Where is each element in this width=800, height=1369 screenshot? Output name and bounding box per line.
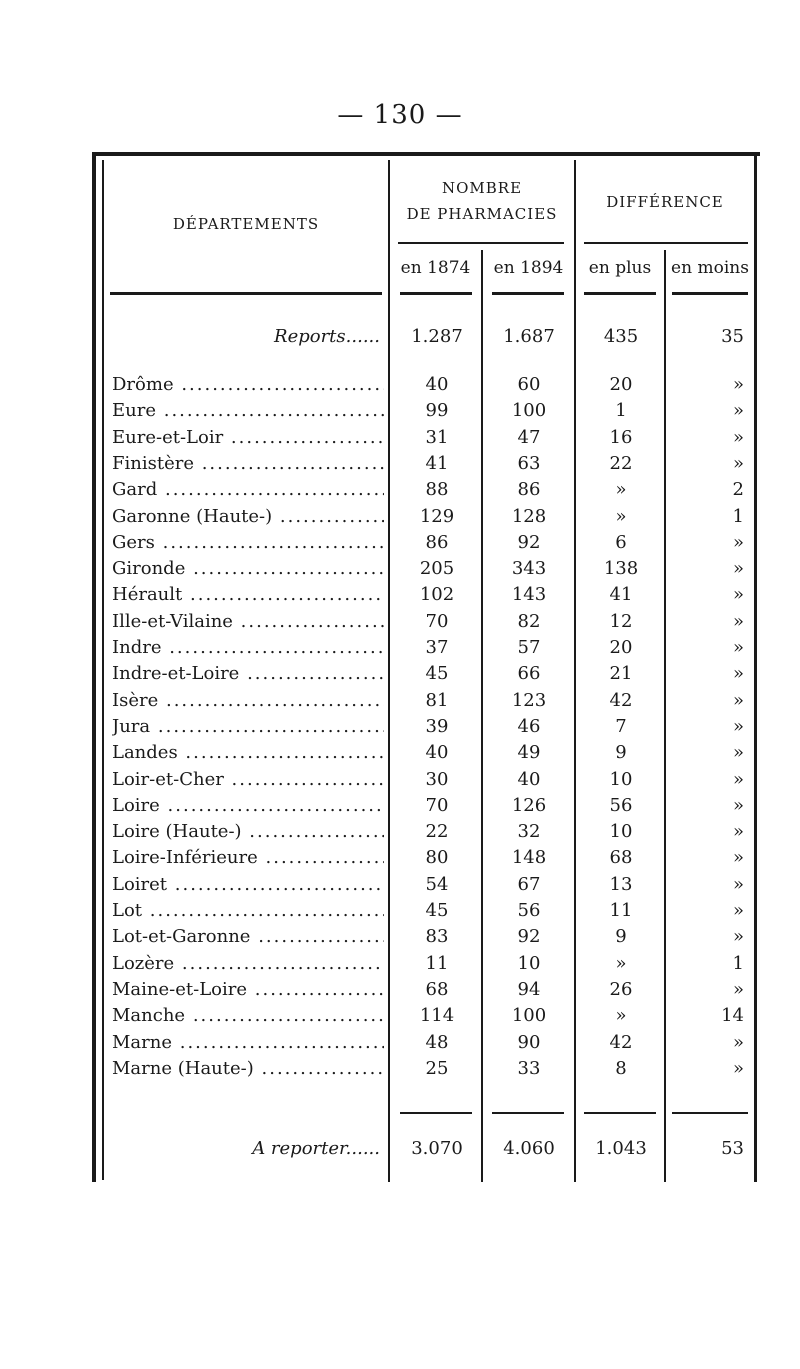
department-name: Loire-Inférieure ..... xyxy=(112,845,384,871)
department-name: Drôme ..... xyxy=(112,372,384,398)
table-row xyxy=(112,898,752,924)
value-en-plus: 9 xyxy=(615,926,627,948)
value-en-plus: 10 xyxy=(609,821,633,843)
value-en-plus: 13 xyxy=(609,873,633,895)
value-en-moins: » xyxy=(732,821,744,843)
departments-header: DÉPARTEMENTS xyxy=(172,215,320,233)
value-1894: 123 xyxy=(511,689,547,711)
header-rule-1874 xyxy=(400,292,472,295)
value-1874: 81 xyxy=(425,689,449,711)
value-en-plus: 1 xyxy=(615,400,627,422)
department-name: Loire ..... xyxy=(112,793,384,819)
value-en-plus: 7 xyxy=(615,715,627,737)
value-1894: 90 xyxy=(517,1031,541,1053)
header-rule-left xyxy=(110,292,382,295)
value-en-plus: 42 xyxy=(609,689,633,711)
value-en-moins: » xyxy=(732,1031,744,1053)
value-1874: 70 xyxy=(425,610,449,632)
footer-rule-plus xyxy=(584,1112,656,1114)
a-reporter-label: A reporter...... xyxy=(252,1138,380,1159)
table-row xyxy=(112,635,752,661)
value-1874: 54 xyxy=(425,873,449,895)
department-name: Landes ..... xyxy=(112,740,384,766)
department-name: Marne (Haute-) ..... xyxy=(112,1056,384,1082)
a-reporter-moins: 53 xyxy=(721,1138,744,1159)
value-1894: 66 xyxy=(517,663,541,685)
department-name: Eure-et-Loir ..... xyxy=(112,425,384,451)
value-en-moins: » xyxy=(732,374,744,395)
value-1874: 11 xyxy=(425,952,449,974)
value-1894: 100 xyxy=(511,1005,547,1027)
value-1874: 25 xyxy=(425,1057,449,1079)
table-row xyxy=(112,530,752,556)
table-row xyxy=(112,951,752,977)
department-name: Gironde ..... xyxy=(112,556,384,582)
department-name: Maine-et-Loire ..... xyxy=(112,977,384,1003)
value-1874: 45 xyxy=(425,663,449,685)
brace-nombre xyxy=(398,242,564,244)
department-name: Manche ..... xyxy=(112,1003,384,1029)
value-1874: 88 xyxy=(425,479,449,501)
col-header-en-plus: en plus xyxy=(588,258,652,278)
value-1894: 92 xyxy=(517,926,541,948)
department-name: Isère ..... xyxy=(112,688,384,714)
table-row xyxy=(112,1003,752,1029)
value-1894: 57 xyxy=(517,637,541,658)
department-name: Ille-et-Vilaine ..... xyxy=(112,609,384,635)
table-row xyxy=(112,609,752,635)
value-1894: 82 xyxy=(517,610,541,632)
department-name: Indre ..... xyxy=(112,635,384,661)
value-en-moins: » xyxy=(732,637,744,658)
header-rule-plus xyxy=(584,292,656,295)
a-reporter-plus: 1.043 xyxy=(595,1138,647,1159)
a-reporter-1894: 4.060 xyxy=(503,1138,555,1159)
value-en-moins: » xyxy=(732,584,744,606)
table-row xyxy=(112,793,752,819)
value-en-plus: 11 xyxy=(609,900,633,921)
table-row xyxy=(112,504,752,530)
value-1894: 63 xyxy=(517,452,541,474)
value-1894: 343 xyxy=(511,558,547,580)
table-row xyxy=(112,661,752,687)
table-row xyxy=(112,451,752,477)
col-header-1874: en 1874 xyxy=(400,258,471,278)
table-row xyxy=(112,1030,752,1056)
table-left-inner-border xyxy=(102,160,104,1180)
value-1874: 99 xyxy=(425,400,449,422)
reports-1874: 1.287 xyxy=(411,326,463,347)
table-row xyxy=(112,1056,752,1082)
value-1874: 129 xyxy=(419,505,455,527)
table-row xyxy=(112,714,752,740)
value-1874: 70 xyxy=(425,794,449,816)
value-en-plus: 20 xyxy=(609,374,633,395)
value-en-moins: 14 xyxy=(721,1005,744,1027)
value-1894: 47 xyxy=(517,426,541,448)
value-en-plus: 68 xyxy=(609,847,633,869)
footer-rule-moins xyxy=(672,1112,748,1114)
value-1894: 46 xyxy=(517,715,541,737)
value-1874: 40 xyxy=(425,374,449,395)
value-en-plus: 41 xyxy=(609,584,633,606)
value-en-plus: 22 xyxy=(609,452,633,474)
value-en-plus: 42 xyxy=(609,1031,633,1053)
value-1874: 48 xyxy=(425,1031,449,1053)
table-row xyxy=(112,582,752,608)
table-row xyxy=(112,845,752,871)
department-name: Hérault ..... xyxy=(112,582,384,608)
value-1874: 41 xyxy=(425,452,449,474)
table-row xyxy=(112,688,752,714)
value-en-moins: » xyxy=(732,978,744,1000)
table-row xyxy=(112,556,752,582)
value-en-plus: » xyxy=(615,479,627,501)
value-en-plus: 12 xyxy=(609,610,633,632)
department-name: Indre-et-Loire ..... xyxy=(112,661,384,687)
value-en-moins: 1 xyxy=(732,505,744,527)
nombre-header-line1: NOMBRE xyxy=(441,179,523,197)
table-row xyxy=(112,477,752,503)
value-1894: 128 xyxy=(511,505,547,527)
table-row xyxy=(112,977,752,1003)
table-left-border xyxy=(92,152,96,1182)
header-rule-1894 xyxy=(492,292,564,295)
value-en-moins: 2 xyxy=(732,479,744,501)
value-1894: 49 xyxy=(517,742,541,764)
value-1894: 143 xyxy=(511,584,547,606)
value-1894: 100 xyxy=(511,400,547,422)
value-en-moins: » xyxy=(732,900,744,921)
reports-1894: 1.687 xyxy=(503,326,555,347)
value-1874: 39 xyxy=(425,715,449,737)
reports-moins: 35 xyxy=(721,326,744,347)
table-row xyxy=(112,924,752,950)
table-row xyxy=(112,767,752,793)
value-en-moins: » xyxy=(732,742,744,764)
department-name: Eure ..... xyxy=(112,398,384,424)
value-1874: 68 xyxy=(425,978,449,1000)
value-en-plus: » xyxy=(615,505,627,527)
value-en-plus: 20 xyxy=(609,637,633,658)
department-name: Gard ..... xyxy=(112,477,384,503)
department-name: Finistère ..... xyxy=(112,451,384,477)
value-en-moins: » xyxy=(732,847,744,869)
value-en-plus: 138 xyxy=(603,558,639,580)
value-1894: 148 xyxy=(511,847,547,869)
value-en-plus: 9 xyxy=(615,742,627,764)
brace-difference xyxy=(584,242,748,244)
department-name: Lot-et-Garonne ..... xyxy=(112,924,384,950)
department-name: Loire (Haute-) ..... xyxy=(112,819,384,845)
value-en-moins: » xyxy=(732,794,744,816)
reports-label: Reports...... xyxy=(274,326,380,347)
value-1874: 80 xyxy=(425,847,449,869)
value-1874: 40 xyxy=(425,742,449,764)
department-name: Lot ..... xyxy=(112,898,384,924)
value-1874: 205 xyxy=(419,558,455,580)
value-en-moins: » xyxy=(732,426,744,448)
value-en-plus: » xyxy=(615,952,627,974)
value-1874: 45 xyxy=(425,900,449,921)
department-name: Loiret ..... xyxy=(112,872,384,898)
value-1874: 37 xyxy=(425,637,449,658)
value-1894: 32 xyxy=(517,821,541,843)
value-en-plus: 6 xyxy=(615,531,627,553)
value-1874: 102 xyxy=(419,584,455,606)
value-1874: 22 xyxy=(425,821,449,843)
page-number: — 130 — xyxy=(337,100,463,130)
table-row xyxy=(112,872,752,898)
a-reporter-1874: 3.070 xyxy=(411,1138,463,1159)
value-en-moins: » xyxy=(732,768,744,790)
table-top-rule xyxy=(92,152,760,156)
value-1894: 33 xyxy=(517,1057,541,1079)
difference-header: DIFFÉRENCE xyxy=(606,193,724,211)
value-en-plus: 21 xyxy=(609,663,633,685)
value-1894: 56 xyxy=(517,900,541,921)
footer-rule-1874 xyxy=(400,1112,472,1114)
value-1874: 114 xyxy=(419,1005,455,1027)
footer-rule-1894 xyxy=(492,1112,564,1114)
value-1894: 40 xyxy=(517,768,541,790)
value-en-moins: » xyxy=(732,452,744,474)
col-header-en-moins: en moins xyxy=(671,258,749,278)
value-en-moins: » xyxy=(732,558,744,580)
value-1894: 92 xyxy=(517,531,541,553)
reports-plus: 435 xyxy=(603,326,639,347)
value-1894: 126 xyxy=(511,794,547,816)
value-en-moins: » xyxy=(732,400,744,422)
department-name: Marne ..... xyxy=(112,1030,384,1056)
table-row xyxy=(112,819,752,845)
reports-row xyxy=(112,322,752,352)
value-en-plus: » xyxy=(615,1005,627,1027)
value-1874: 83 xyxy=(425,926,449,948)
value-en-moins: 1 xyxy=(732,952,744,974)
value-en-moins: » xyxy=(732,715,744,737)
value-en-moins: » xyxy=(732,689,744,711)
department-name: Garonne (Haute-) ..... xyxy=(112,504,384,530)
value-en-moins: » xyxy=(732,1057,744,1079)
value-en-plus: 10 xyxy=(609,768,633,790)
value-en-plus: 8 xyxy=(615,1057,627,1079)
value-1894: 60 xyxy=(517,374,541,395)
nombre-header-line2: DE PHARMACIES xyxy=(406,205,558,223)
table-row xyxy=(112,425,752,451)
value-en-moins: » xyxy=(732,663,744,685)
value-1894: 67 xyxy=(517,873,541,895)
table-row xyxy=(112,740,752,766)
value-en-moins: » xyxy=(732,926,744,948)
value-1874: 30 xyxy=(425,768,449,790)
value-en-moins: » xyxy=(732,531,744,553)
value-en-moins: » xyxy=(732,610,744,632)
value-en-plus: 56 xyxy=(609,794,633,816)
value-en-plus: 16 xyxy=(609,426,633,448)
department-name: Loir-et-Cher ..... xyxy=(112,767,384,793)
value-1894: 94 xyxy=(517,978,541,1000)
department-name: Gers ..... xyxy=(112,530,384,556)
a-reporter-row xyxy=(112,1134,752,1164)
col-header-1894: en 1894 xyxy=(493,258,564,278)
value-1874: 31 xyxy=(425,426,449,448)
department-name: Jura ..... xyxy=(112,714,384,740)
header-rule-moins xyxy=(672,292,748,295)
value-en-moins: » xyxy=(732,873,744,895)
department-name: Lozère ..... xyxy=(112,951,384,977)
table-right-border xyxy=(754,152,757,1182)
value-1894: 86 xyxy=(517,479,541,501)
value-1874: 86 xyxy=(425,531,449,553)
value-1894: 10 xyxy=(517,952,541,974)
table-row xyxy=(112,372,752,398)
table-row xyxy=(112,398,752,424)
value-en-plus: 26 xyxy=(609,978,633,1000)
